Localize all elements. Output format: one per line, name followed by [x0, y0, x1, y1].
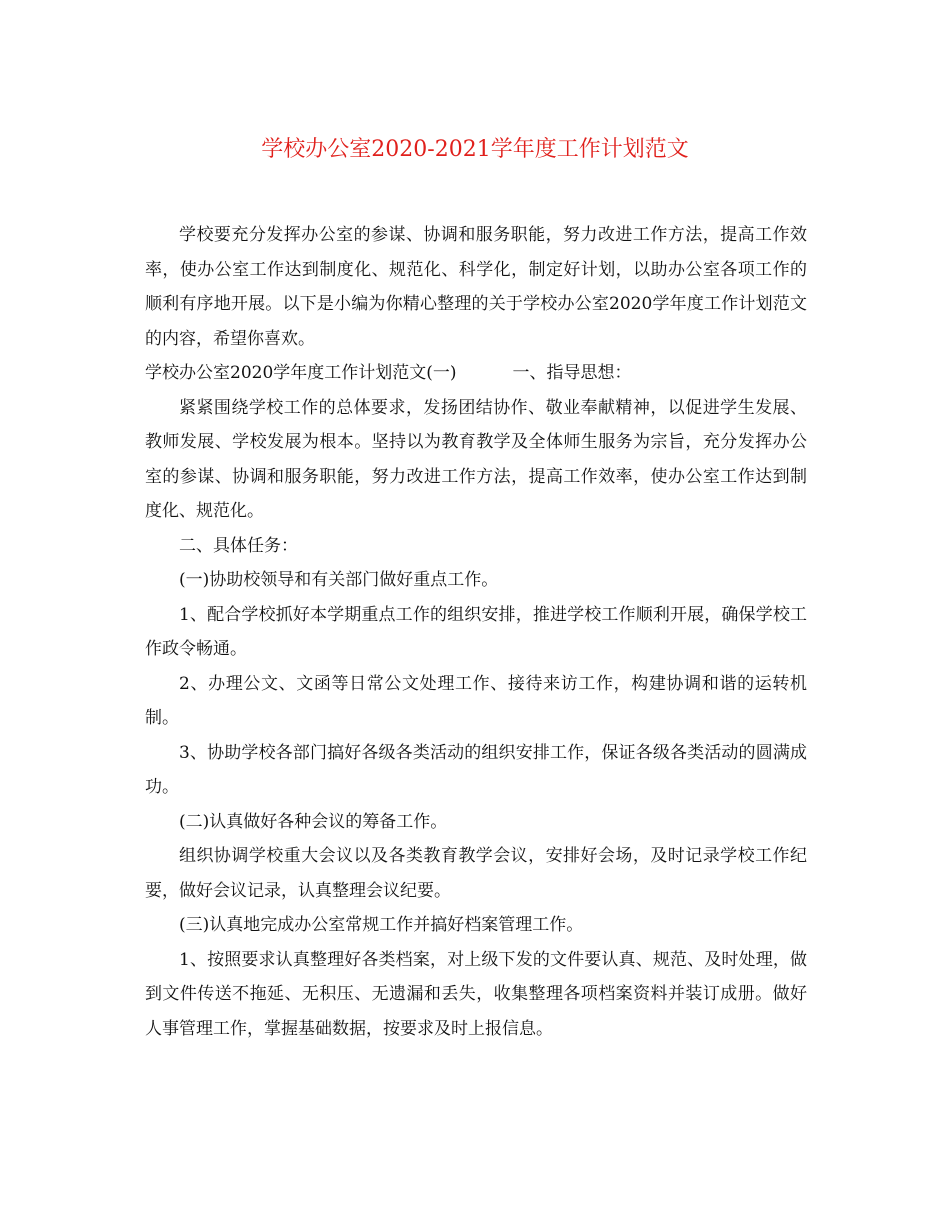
intro-paragraph: 学校要充分发挥办公室的参谋、协调和服务职能，努力改进工作方法，提高工作效率，使办公室工作达到制度化、规范化、科学化，制定好计划，以助办公室各项工作的顺利有序地开展。以下是小编为你精心整理的关于学校办公室2020学年度工作计划范文的内容，希望你喜欢。	[145, 225, 807, 349]
section-subtitle: 学校办公室2020学年度工作计划范文(一)	[145, 363, 457, 383]
task-1-1-paragraph: 1、配合学校抓好本学期重点工作的组织安排，推进学校工作顺利开展，确保学校工作政令畅通。	[145, 604, 807, 659]
section-subtitle-line	[145, 356, 807, 391]
guiding-ideology-heading: 一、指导思想：	[512, 363, 632, 383]
specific-tasks-heading: 二、具体任务：	[179, 535, 298, 556]
task-1-3-paragraph: 3、协助学校各部门搞好各级各类活动的组织安排工作，保证各级各类活动的圆满成功。	[145, 742, 807, 797]
guiding-ideology-paragraph: 紧紧围绕学校工作的总体要求，发扬团结协作、敬业奉献精神，以促进学生发展、教师发展、学校发展为根本。坚持以为教育教学及全体师生服务为宗旨，充分发挥办公室的参谋、协调和服务职能，努力改进工作方法，提高工作效率，使办公室工作达到制度化、规范化。	[145, 397, 807, 521]
document-body	[145, 218, 807, 1046]
task-1-2-paragraph: 2、办理公文、文函等日常公文处理工作、接待来访工作，构建协调和谐的运转机制。	[145, 673, 807, 728]
task-group-1-heading: (一)协助校领导和有关部门做好重点工作。	[179, 570, 499, 590]
task-2-paragraph: 组织协调学校重大会议以及各类教育教学会议，安排好会场，及时记录学校工作纪要，做好会议记录，认真整理会议纪要。	[145, 846, 807, 901]
document-title: 学校办公室2020-2021学年度工作计划范文	[261, 137, 689, 162]
task-3-1-paragraph: 1、按照要求认真整理好各类档案，对上级下发的文件要认真、规范、及时处理，做到文件传送不拖延、无积压、无遗漏和丢失，收集整理各项档案资料并装订成册。做好人事管理工作，掌握基础数据，按要求及时上报信息。	[145, 949, 807, 1039]
task-group-2-heading: (二)认真做好各种会议的筹备工作。	[179, 811, 448, 832]
task-group-3-heading: (三)认真地完成办公室常规工作并搞好档案管理工作。	[179, 915, 584, 935]
